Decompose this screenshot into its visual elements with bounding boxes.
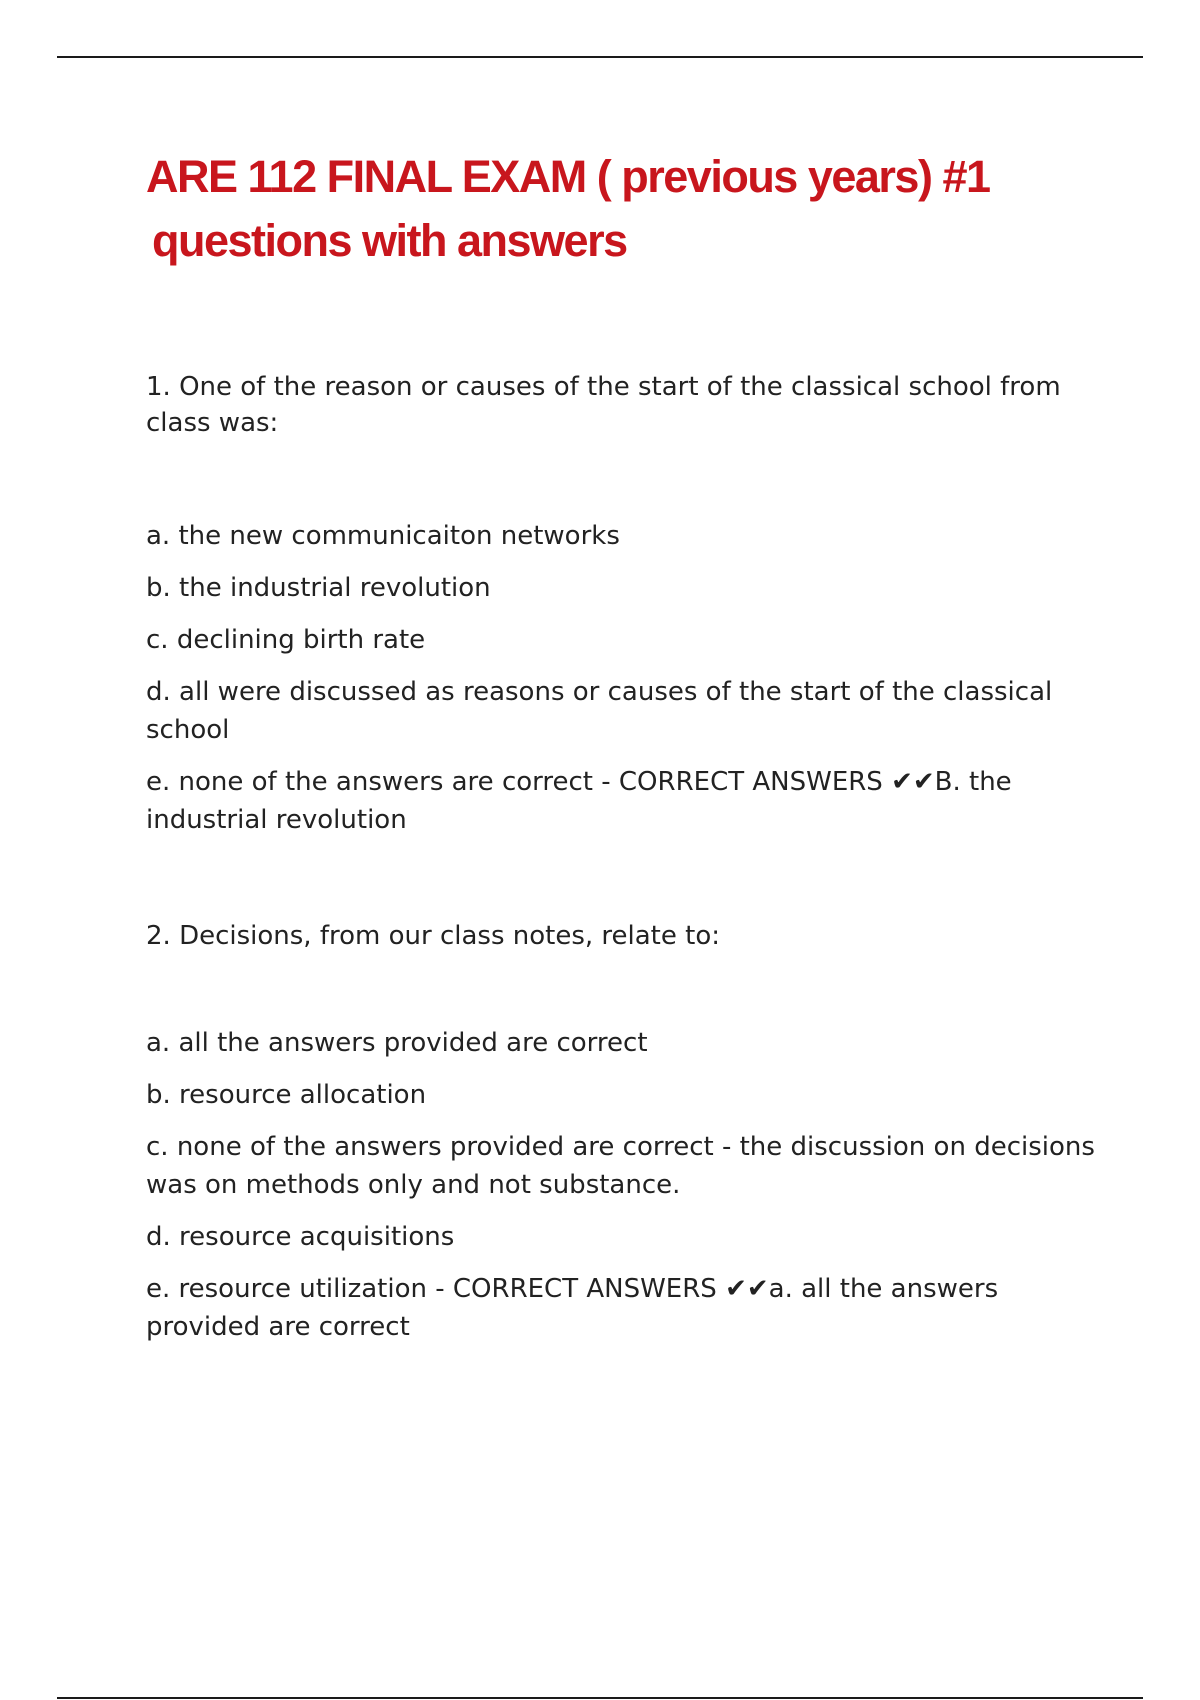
header-rule bbox=[57, 56, 1143, 58]
document-body bbox=[146, 145, 1096, 1346]
title-line-1: ARE 112 FINAL EXAM ( previous years) #1 bbox=[146, 151, 990, 202]
question-2-option-b: b. resource allocation bbox=[146, 1080, 427, 1110]
question-1-option-b: b. the industrial revolution bbox=[146, 573, 491, 603]
question-1-options bbox=[146, 517, 1096, 839]
question-1-option-c: c. declining birth rate bbox=[146, 625, 426, 655]
question-1-option-e: e. none of the answers are correct - CORRECT ANSWERS ✔✔B. the industrial revolution bbox=[146, 767, 1012, 835]
question-2-options bbox=[146, 1024, 1096, 1346]
question-1-option-a: a. the new communicaiton networks bbox=[146, 521, 620, 551]
question-1-prompt: 1. One of the reason or causes of the start of the classical school from class was: bbox=[146, 372, 1061, 438]
title-line-2: questions with answers bbox=[152, 215, 627, 266]
question-1-option-d: d. all were discussed as reasons or causes of the start of the classical school bbox=[146, 677, 1053, 745]
question-2-option-c: c. none of the answers provided are correct - the discussion on decisions was on methods only and not substance. bbox=[146, 1132, 1095, 1200]
question-2-option-a: a. all the answers provided are correct bbox=[146, 1028, 648, 1058]
document-title bbox=[146, 145, 1096, 273]
footer-rule bbox=[57, 1697, 1143, 1699]
question-2-option-d: d. resource acquisitions bbox=[146, 1222, 455, 1252]
question-2-option-e: e. resource utilization - CORRECT ANSWERS ✔✔a. all the answers provided are correct bbox=[146, 1274, 999, 1342]
question-2-prompt: 2. Decisions, from our class notes, relate to: bbox=[146, 921, 720, 951]
